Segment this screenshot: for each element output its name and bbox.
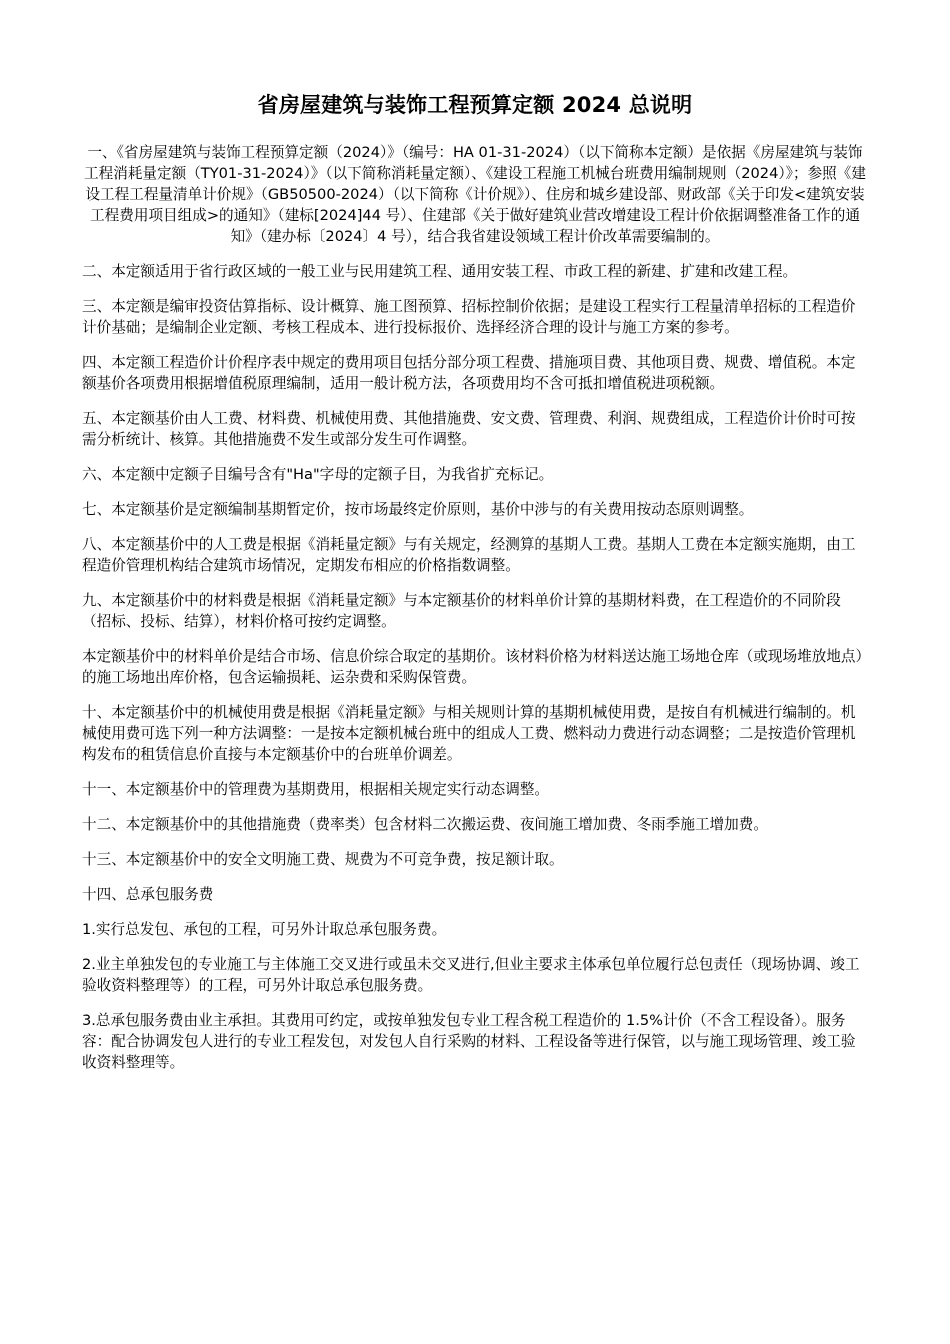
paragraph-14-item-2: 2.业主单独发包的专业施工与主体施工交叉进行或虽未交叉进行,但业主要求主体承包单位履行总包责任（现场协调、竣工验收资料整理等）的工程，可另外计取总承包服务费。 (82, 956, 860, 994)
paragraph-14-item-1: 1.实行总发包、承包的工程，可另外计取总承包服务费。 (82, 921, 447, 938)
paragraph-13-safety-fee: 十三、本定额基价中的安全文明施工费、规费为不可竞争费，按足额计取。 (82, 851, 564, 868)
paragraph-10-machinery-cost: 十、本定额基价中的机械使用费是根据《消耗量定额》与相关规则计算的基期机械使用费，是按自有机械进行编制的。机械使用费可选下列一种方法调整：一是按本定额机械台班中的组成人工费、燃料动力费进行动态调整；二是按造价管理机构发布的租赁信息价直接与本定额基价中的台班单价调差。 (82, 704, 856, 763)
paragraph-9-material-cost: 九、本定额基价中的材料费是根据《消耗量定额》与本定额基价的材料单价计算的基期材料费，在工程造价的不同阶段（招标、投标、结算），材料价格可按约定调整。 (82, 592, 841, 630)
paragraph-7-provisional-price: 七、本定额基价是定额编制基期暂定价，按市场最终定价原则，基价中涉与的有关费用按动态原则调整。 (82, 501, 754, 518)
paragraph-4-cost-items: 四、本定额工程造价计价程序表中规定的费用项目包括分部分项工程费、措施项目费、其他项目费、规费、增值税。本定额基价各项费用根据增值税原理编制，适用一般计税方法，各项费用均不含可抵扣增值税进项税额。 (82, 354, 856, 392)
paragraph-6-ha-marker: 六、本定额中定额子目编号含有"Ha"字母的定额子目，为我省扩充标记。 (82, 466, 554, 483)
paragraph-14-heading: 十四、总承包服务费 (82, 886, 214, 903)
paragraph-12-other-measures: 十二、本定额基价中的其他措施费（费率类）包含材料二次搬运费、夜间施工增加费、冬雨季施工增加费。 (82, 816, 768, 833)
paragraph-9b-material-unit-price: 本定额基价中的材料单价是结合市场、信息价综合取定的基期价。该材料价格为材料送达施工场地仓库（或现场堆放地点）的施工场地出库价格，包含运输损耗、运杂费和采购保管费。 (82, 648, 863, 686)
paragraph-8-labor-cost: 八、本定额基价中的人工费是根据《消耗量定额》与有关规定，经测算的基期人工费。基期人工费在本定额实施期，由工程造价管理机构结合建筑市场情况，定期发布相应的价格指数调整。 (82, 536, 856, 574)
paragraph-2-scope: 二、本定额适用于省行政区域的一般工业与民用建筑工程、通用安装工程、市政工程的新建、扩建和改建工程。 (82, 263, 798, 280)
paragraph-3-purpose: 三、本定额是编审投资估算指标、设计概算、施工图预算、招标控制价依据；是建设工程实行工程量清单招标的工程造价计价基础；是编制企业定额、考核工程成本、进行投标报价、选择经济合理的设计与施工方案的参考。 (82, 298, 856, 336)
paragraph-1-basis: 一、《省房屋建筑与装饰工程预算定额（2024）》（编号：HA 01-31-2024）（以下简称本定额）是依据《房屋建筑与装饰工程消耗量定额（TY01-31-2024）》（以下简称消耗量定额）、《建设工程施工机械台班费用编制规则（2024）》；参照《建设工程工程量清单计价规》（GB50500-2024）（以下简称《计价规》）、住房和城乡建设部、财政部《关于印发<建筑安装工程费用项目组成>的通知》（建标[2024]44 号）、住建部《关于做好建筑业营改增建设工程计价依据调整准备工作的通知》（建办标〔2024〕4 号），结合我省建设领域工程计价改革需要编制的。 (84, 144, 866, 245)
paragraph-14-item-3: 3.总承包服务费由业主承担。其费用可约定，或按单独发包专业工程含税工程造价的 1.5%计价（不含工程设备）。服务容：配合协调发包人进行的专业工程发包，对发包人自行采购的材料、工程设备等进行保管，以与施工现场管理、竣工验收资料整理等。 (82, 1012, 856, 1071)
document-title: 省房屋建筑与装饰工程预算定额 2024 总说明 (257, 93, 693, 117)
paragraph-5-base-price: 五、本定额基价由人工费、材料费、机械使用费、其他措施费、安文费、管理费、利润、规费组成，工程造价计价时可按需分析统计、核算。其他措施费不发生或部分发生可作调整。 (82, 410, 856, 448)
paragraph-11-management-fee: 十一、本定额基价中的管理费为基期费用，根据相关规定实行动态调整。 (82, 781, 550, 798)
